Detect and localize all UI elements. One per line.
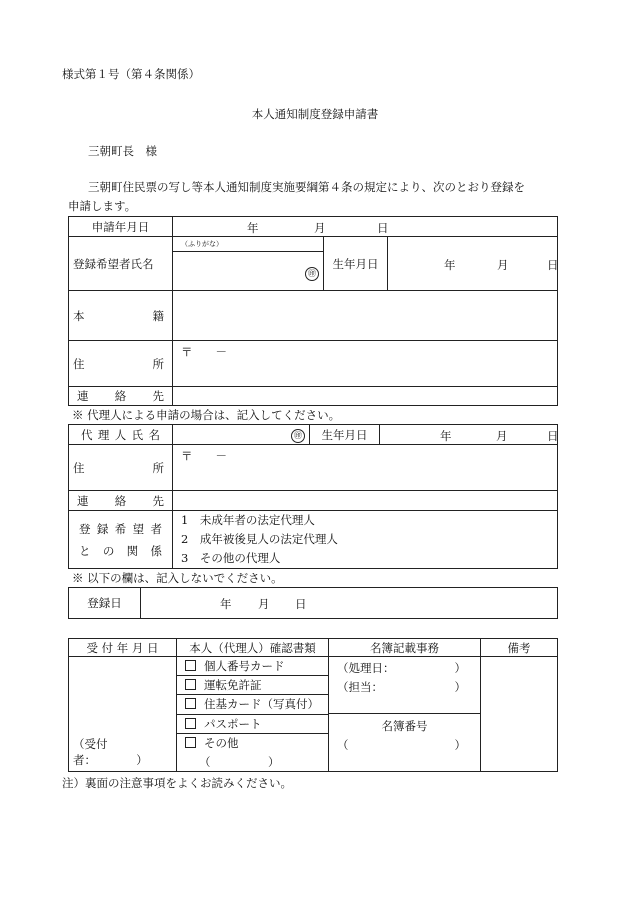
registration-table <box>68 587 558 619</box>
charge-label: （担当： <box>337 680 383 694</box>
proxy-birth-day: 日 <box>547 428 559 443</box>
address-label: 住 所 <box>69 341 173 387</box>
roster-number-area[interactable] <box>329 714 480 771</box>
proxy-birth-month: 月 <box>496 428 508 443</box>
date-month: 月 <box>314 220 326 235</box>
office-table <box>68 638 558 772</box>
doc-option[interactable]: その他 <box>177 734 328 753</box>
applicant-table <box>68 216 558 406</box>
birth-month: 月 <box>497 257 509 272</box>
register-process[interactable] <box>329 657 480 714</box>
docs-cell <box>177 657 329 772</box>
col-docs-header: 本人（代理人）確認書類 <box>177 639 329 657</box>
col-received-header: 受 付 年 月 日 <box>69 639 177 657</box>
registration-label: 登録日 <box>69 588 141 619</box>
intro-line-1: 三朝町住民票の写し等本人通知制度実施要綱第４条の規定により、次のとおり登録を <box>88 180 525 194</box>
roster-number-label: 名簿番号 <box>381 719 428 733</box>
furigana-label: （ふりがな） <box>181 240 223 248</box>
birth-year: 年 <box>444 257 456 272</box>
proxy-contact-label: 連 絡 先 <box>69 491 173 511</box>
birth-date-field[interactable] <box>388 237 558 291</box>
register-cell <box>329 657 481 772</box>
proxy-address-label: 住 所 <box>69 445 173 491</box>
addressee: 三朝町長 様 <box>88 144 157 158</box>
processed-close: ） <box>454 661 466 675</box>
intro-line-2: 申請します。 <box>68 199 137 213</box>
doc-option[interactable]: 住基カード（写真付） <box>177 695 328 715</box>
contact-field[interactable] <box>173 387 558 406</box>
relation-label: 登 録 希 望 者 と の 関 係 <box>69 511 173 569</box>
footnote: 注）裏面の注意事項をよくお読みください。 <box>62 776 292 790</box>
proxy-name-label: 代 理 人 氏 名 <box>69 425 173 445</box>
checkbox-icon <box>185 660 196 671</box>
relation-option[interactable]: 2 成年被後見人の法定代理人 <box>181 532 338 546</box>
seal-mark: ㊞ <box>305 267 319 281</box>
roster-open: （ <box>337 738 349 752</box>
col-remarks-header: 備考 <box>481 639 558 657</box>
checkbox-icon <box>185 698 196 709</box>
proxy-note: ※ 代理人による申請の場合は、記入してください。 <box>72 408 341 422</box>
proxy-address-field[interactable] <box>173 445 558 491</box>
honseki-label: 本 籍 <box>69 291 173 341</box>
relation-option[interactable]: 1 未成年者の法定代理人 <box>181 513 315 527</box>
registration-month: 月 <box>258 597 270 611</box>
birth-day: 日 <box>547 257 559 272</box>
page-title: 本人通知制度登録申請書 <box>251 107 379 121</box>
proxy-postal-mark: 〒 － <box>181 449 227 463</box>
registration-year: 年 <box>220 597 232 611</box>
checkbox-icon <box>185 718 196 729</box>
checkbox-icon <box>185 737 196 748</box>
proxy-birth-field[interactable] <box>380 425 558 445</box>
application-date-field[interactable] <box>173 217 558 237</box>
date-day: 日 <box>377 220 389 235</box>
registration-day: 日 <box>295 597 307 611</box>
registration-date-field[interactable] <box>141 588 558 619</box>
received-cell[interactable] <box>69 657 177 772</box>
proxy-birth-label: 生年月日 <box>310 425 380 445</box>
contact-label: 連 絡 先 <box>69 387 173 406</box>
checkbox-icon <box>185 679 196 690</box>
honseki-field[interactable] <box>173 291 558 341</box>
relation-options <box>173 511 558 569</box>
form-number: 様式第１号（第４条関係） <box>62 67 200 81</box>
proxy-table <box>68 424 558 569</box>
furigana-divider <box>173 251 323 252</box>
postal-mark: 〒 － <box>181 345 227 359</box>
proxy-birth-year: 年 <box>440 428 452 443</box>
application-date-label: 申請年月日 <box>69 217 173 237</box>
doc-option[interactable]: パスポート <box>177 715 328 734</box>
doc-option[interactable]: 運転免許証 <box>177 676 328 695</box>
birth-date-label: 生年月日 <box>324 237 388 291</box>
relation-option[interactable]: 3 その他の代理人 <box>181 551 281 565</box>
col-register-header: 名簿記載事務 <box>329 639 481 657</box>
doc-option[interactable]: 個人番号カード <box>177 657 328 676</box>
address-field[interactable] <box>173 341 558 387</box>
remarks-cell[interactable] <box>481 657 558 772</box>
date-year: 年 <box>247 220 259 235</box>
other-paren: （ ） <box>199 755 280 769</box>
receiver-label: （受付者： ） <box>73 737 148 767</box>
name-field[interactable] <box>173 237 324 291</box>
name-label: 登録希望者氏名 <box>69 237 173 291</box>
roster-close: ） <box>454 738 466 752</box>
proxy-seal-mark: ㊞ <box>291 429 305 443</box>
processed-label: （処理日： <box>337 661 395 675</box>
charge-close: ） <box>454 680 466 694</box>
office-note: ※ 以下の欄は、記入しないでください。 <box>72 571 283 585</box>
proxy-contact-field[interactable] <box>173 491 558 511</box>
proxy-name-field[interactable] <box>173 425 310 445</box>
